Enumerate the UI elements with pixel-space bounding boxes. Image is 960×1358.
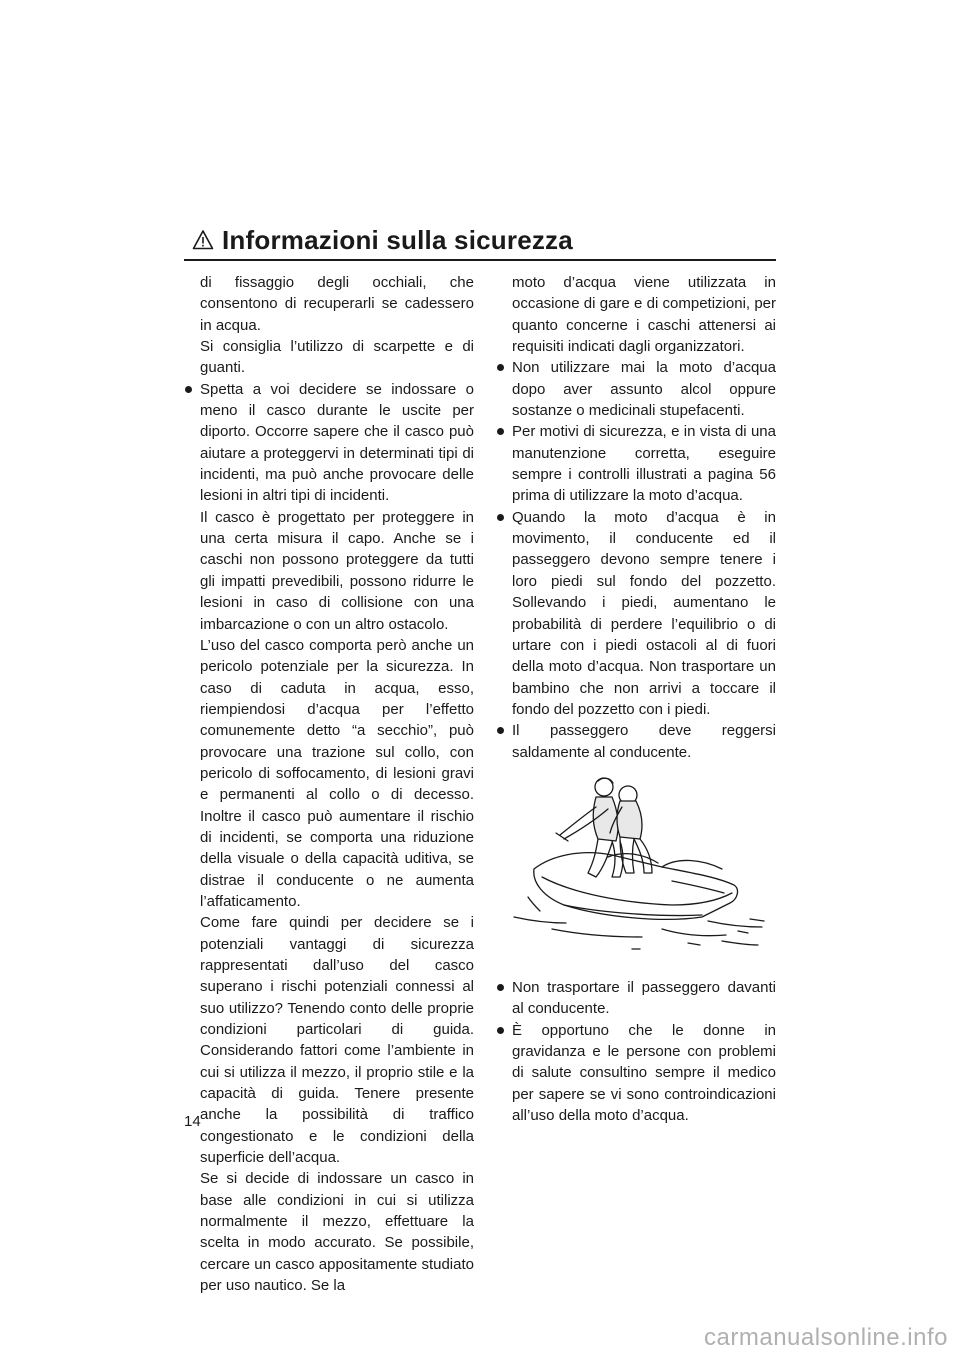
bullet-item: Non utilizzare mai la moto d’acqua dopo aver assunto alcol oppure sostanze o medicinali stupefacenti. xyxy=(496,357,776,421)
warning-triangle-icon xyxy=(192,229,214,251)
bullet-item: Non trasportare il passeggero davanti al conducente. xyxy=(496,977,776,1020)
paragraph: Come fare quindi per decidere se i potenziali vantaggi di sicurezza rappresentati dall’uso del casco superano i rischi potenziali connessi al suo utilizzo? Tenendo conto delle proprie condizioni particolari di guida. Considerando fattori come l’ambiente in cui si utilizza il mezzo, il proprio stile e la capacità di guida. Tenere presente anche la possibilità di traffico congestionato e le condizioni della superficie dell’acqua. xyxy=(200,914,474,1167)
page-title: Informazioni sulla sicurezza xyxy=(222,224,573,255)
bullet-item: Quando la moto d’acqua è in movimento, il conducente ed il passeggero devono sempre tenere i loro piedi sul fondo del pozzetto. Sollevando i piedi, aumentano le probabilità di perdere l’equilibrio o di urtare con i piedi ostacoli al di fuori della moto d’acqua. Non trasportare un bambino che non arrivi a toccare il fondo del pozzetto con i piedi. xyxy=(496,507,776,720)
right-column xyxy=(496,272,776,1126)
watercraft-riders-icon xyxy=(512,777,776,967)
paragraph: moto d’acqua viene utilizzata in occasione di gare e di competizioni, per quanto concerne i caschi attenersi ai requisiti indicati dagli organizzatori. xyxy=(512,274,776,356)
watercraft-riders-illustration xyxy=(512,777,776,967)
page-number: 14 xyxy=(184,1113,201,1130)
bullet-item: Spetta a voi decidere se indossare o meno il casco durante le uscite per diporto. Occorre sapere che il casco può aiutare a proteggervi in determinati tipi di incidenti, ma può anche provocare delle lesioni in altri tipi di incidenti. xyxy=(184,379,474,507)
header-divider xyxy=(184,259,776,261)
paragraph: Il casco è progettato per proteggere in una certa misura il capo. Anche se i caschi non possono proteggere da tutti gli impatti prevedibili, possono ridurre le lesioni in caso di collisione con una imbarcazione o con un altro ostacolo. xyxy=(200,508,474,633)
watermark: carmanualsonline.info xyxy=(704,1324,948,1351)
bullet-item: Il passeggero deve reggersi saldamente al conducente. xyxy=(496,720,776,763)
bullet-item: È opportuno che le donne in gravidanza e le persone con problemi di salute consultino sempre il medico per sapere se vi sono controindicazioni all’uso della moto d’acqua. xyxy=(496,1020,776,1127)
right-column-bottom xyxy=(496,977,776,1126)
paragraph: Se si decide di indossare un casco in base alle condizioni in cui si utilizza normalmente il mezzo, effettuare la scelta in modo accurato. Se possibile, cercare un casco appositamente studiato per uso nautico. Se la xyxy=(200,1170,474,1295)
right-column-top xyxy=(496,272,776,763)
paragraph: Si consiglia l’utilizzo di scarpette e di guanti. xyxy=(200,338,474,377)
bullet-item: Per motivi di sicurezza, e in vista di una manutenzione corretta, eseguire sempre i controlli illustrati a pagina 56 prima di utilizzare la moto d’acqua. xyxy=(496,421,776,506)
paragraph: L’uso del casco comporta però anche un pericolo potenziale per la sicurezza. In caso di caduta in acqua, esso, riempiendosi d’acqua per l’effetto comunemente detto “a secchio”, può provocare una trazione sul collo, con pericolo di soffocamento, di lesioni gravi e permanenti al collo o di decesso. Inoltre il casco può aumentare il rischio di incidenti, se comporta una riduzione della visuale o della capacità uditiva, se distrae il conducente o ne aumenta l’affaticamento. xyxy=(200,636,474,910)
left-column xyxy=(184,272,474,1297)
paragraph: di fissaggio degli occhiali, che consentono di recuperarli se cadessero in acqua. xyxy=(200,274,474,334)
page-header xyxy=(192,222,774,258)
